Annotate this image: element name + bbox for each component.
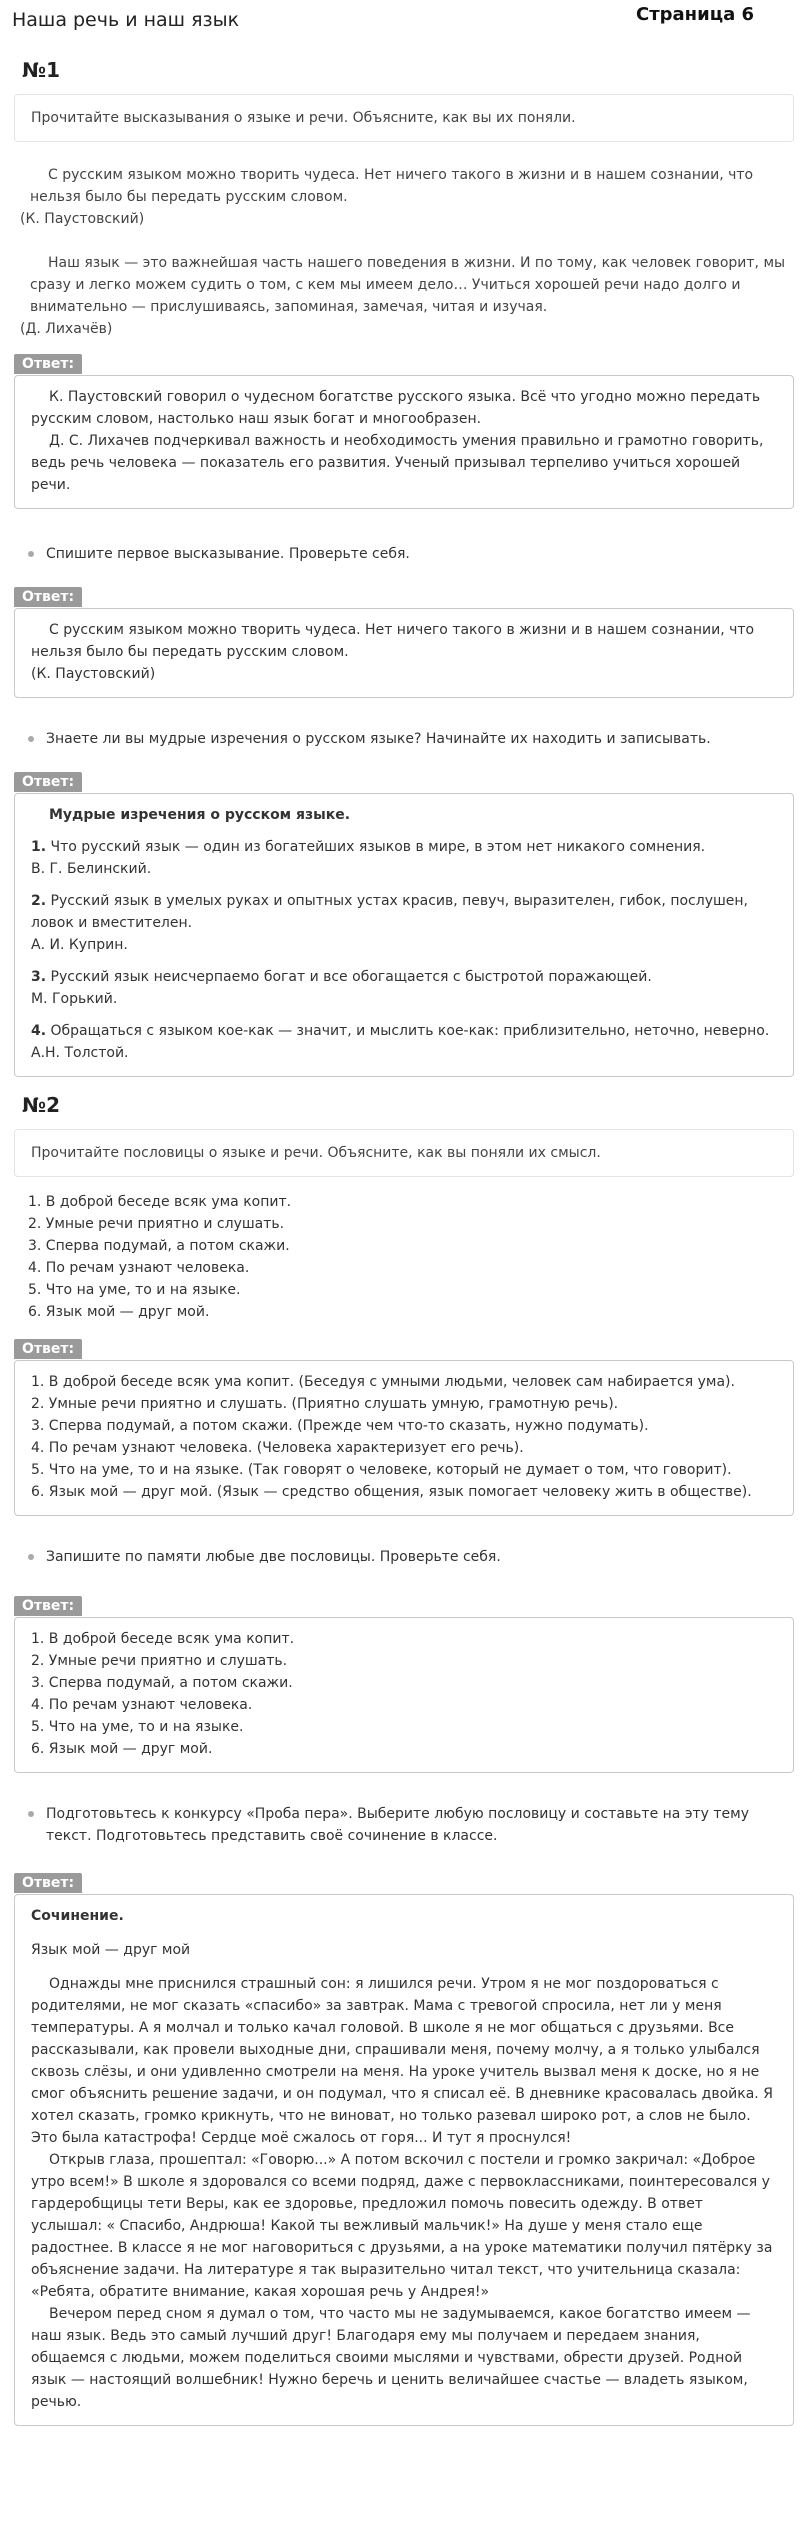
task-1-number: №1 bbox=[22, 58, 60, 82]
answer-line: 5. Что на уме, то и на языке. bbox=[31, 1719, 244, 1735]
saying-number: 1. bbox=[31, 839, 47, 855]
sayings-heading: Мудрые изречения о русском языке. bbox=[49, 807, 351, 823]
answer-author: (К. Паустовский) bbox=[31, 666, 156, 682]
proverb-item: 2. Умные речи приятно и слушать. bbox=[28, 1216, 285, 1232]
essay-paragraph: Однажды мне приснился страшный сон: я лишился речи. Утром я не мог поздороваться с родителями, не мог сказать «спасибо» за завтрак. Мама с тревогой спросила, нет ли у меня температуры. А я молчал и только качал головой. В школе я не мог общаться с друзьями. Все рассказывали, как провели выходные дни, спрашивали меня, почему молчу, а я только улыбался сквозь слёзы, и они удивленно смотрели на меня. На уроке учитель вызвал меня к доске, но я не смог объяснить решение задачи, и он подумал, что я списал её. В дневнике красовалась двойка. Я хотел сказать, громко крикнуть, что не виноват, но только разевал широко рот, а слов не было. Это была катастрофа! Сердце моё сжалось от горя... И тут я проснулся! bbox=[31, 1976, 773, 2146]
answer-label: Ответ: bbox=[14, 1339, 82, 1359]
quote-text: Наш язык — это важнейшая часть нашего поведения в жизни. И по тому, как человек говорит, мы сразу и легко можем судить о том, с кем мы имеем дело… Учиться хорошей речи надо долго и внимательно — прислушиваясь, запоминая, замечая, читая и изучая. bbox=[30, 255, 786, 315]
saying-text: Русский язык в умелых руках и опытных устах красив, певуч, выразителен, гибок, послушен, ловок и вместителен. bbox=[31, 893, 749, 931]
answer-line: 4. По речам узнают человека. bbox=[31, 1697, 253, 1713]
quote-author: (Д. Лихачёв) bbox=[20, 321, 113, 337]
proverb-item: 4. По речам узнают человека. bbox=[28, 1260, 250, 1276]
proverbs-list bbox=[28, 1191, 794, 1323]
task-1-answer-3 bbox=[14, 772, 794, 1077]
proverb-item: 5. Что на уме, то и на языке. bbox=[28, 1282, 241, 1298]
answer-label: Ответ: bbox=[14, 1596, 82, 1616]
answer-line: 5. Что на уме, то и на языке. (Так говорят о человеке, который не думает о том, что говорит). bbox=[31, 1462, 732, 1478]
proverb-item: 6. Язык мой — друг мой. bbox=[28, 1304, 210, 1320]
answer-line: 3. Сперва подумай, а потом скажи. bbox=[31, 1675, 293, 1691]
essay-paragraph: Открыв глаза, прошептал: «Говорю...» А потом вскочил с постели и громко закричал: «Доброе утро всем!» В школе я здоровался со всеми подряд, даже с первоклассниками, поинтересовался у гардеробщицы тети Веры, как ее здоровье, предложил помочь повесить одежду. В ответ услышал: « Спасибо, Андрюша! Какой ты вежливый мальчик!» На душе у меня стало еще радостнее. В классе я не мог наговориться с друзьями, а на уроке математики получил пятёрку за объяснение задачи. На литературе я так выразительно читал текст, что учительница сказала: «Ребята, обратите внимание, какая хорошая речь у Андрея!» bbox=[31, 2152, 773, 2300]
answer-line: 4. По речам узнают человека. (Человека характеризует его речь). bbox=[31, 1440, 524, 1456]
task-1-quote-2 bbox=[20, 252, 794, 340]
saying-number: 4. bbox=[31, 1023, 47, 1039]
task-1-question-3: Знаете ли вы мудрые изречения о русском языке? Начинайте их находить и записывать. bbox=[28, 728, 794, 750]
task-2-question-2: Запишите по памяти любые две пословицы. Проверьте себя. bbox=[28, 1546, 794, 1568]
answer-line: 6. Язык мой — друг мой. (Язык — средство общения, язык помогает человеку жить в обществе). bbox=[31, 1484, 752, 1500]
answer-label: Ответ: bbox=[14, 1873, 82, 1893]
task-1-prompt: Прочитайте высказывания о языке и речи. Объясните, как вы их поняли. bbox=[14, 94, 794, 142]
saying-item bbox=[31, 1020, 777, 1064]
answer-box bbox=[14, 793, 794, 1077]
task-2-prompt: Прочитайте пословицы о языке и речи. Объясните, как вы поняли их смысл. bbox=[14, 1129, 794, 1177]
proverb-item: 3. Сперва подумай, а потом скажи. bbox=[28, 1238, 290, 1254]
essay-heading: Сочинение. bbox=[31, 1908, 124, 1924]
task-2-number: №2 bbox=[22, 1093, 60, 1117]
saying-item bbox=[31, 966, 777, 1010]
quote-author: (К. Паустовский) bbox=[20, 211, 145, 227]
task-2-question-3: Подготовьтесь к конкурсу «Проба пера». Выберите любую пословицу и составьте на эту тему текст. Подготовьтесь представить своё сочинение в классе. bbox=[28, 1803, 794, 1847]
quote-text: С русским языком можно творить чудеса. Нет ничего такого в жизни и в нашем сознании, что нельзя было бы передать русским словом. bbox=[30, 167, 754, 205]
task-2-answer-2 bbox=[14, 1596, 794, 1773]
task-1-answer-2 bbox=[14, 587, 794, 698]
answer-line: 2. Умные речи приятно и слушать. bbox=[31, 1653, 288, 1669]
answer-line: 1. В доброй беседе всяк ума копит. (Беседуя с умными людьми, человек сам набирается ума). bbox=[31, 1374, 735, 1390]
saying-author: В. Г. Белинский. bbox=[31, 861, 152, 877]
essay-title: Язык мой — друг мой bbox=[31, 1942, 191, 1958]
saying-author: А. И. Куприн. bbox=[31, 937, 128, 953]
task-1-answer-1 bbox=[14, 354, 794, 509]
document-title: Наша речь и наш язык bbox=[12, 9, 240, 31]
answer-label: Ответ: bbox=[14, 354, 82, 374]
saying-author: М. Горький. bbox=[31, 991, 118, 1007]
answer-line: 1. В доброй беседе всяк ума копит. bbox=[31, 1631, 295, 1647]
answer-line: 3. Сперва подумай, а потом скажи. (Прежде чем что-то сказать, нужно подумать). bbox=[31, 1418, 649, 1434]
answer-label: Ответ: bbox=[14, 772, 82, 792]
answer-paragraph: К. Паустовский говорил о чудесном богатстве русского языка. Всё что угодно можно передать русским словом, настолько наш язык богат и многообразен. bbox=[31, 389, 761, 427]
saying-author: А.Н. Толстой. bbox=[31, 1045, 129, 1061]
saying-number: 2. bbox=[31, 893, 47, 909]
answer-paragraph: С русским языком можно творить чудеса. Нет ничего такого в жизни и в нашем сознании, что нельзя было бы передать русским словом. bbox=[31, 622, 755, 660]
answer-box bbox=[14, 1360, 794, 1516]
answer-box bbox=[14, 375, 794, 509]
essay-paragraph: Вечером перед сном я думал о том, что часто мы не задумываемся, какое богатство имеем — наш язык. Ведь это самый лучший друг! Благодаря ему мы получаем и передаем знания, общаемся с людьми, можем поделиться своими мыслями и чувствами, обрести друзей. Родной язык — настоящий волшебник! Нужно беречь и ценить величайшее счастье — владеть языком, речью. bbox=[31, 2306, 751, 2410]
answer-box bbox=[14, 1617, 794, 1773]
saying-text: Русский язык неисчерпаемо богат и все обогащается с быстротой поражающей. bbox=[50, 969, 652, 985]
page-number: Страница 6 bbox=[636, 4, 755, 25]
saying-text: Что русский язык — один из богатейших языков в мире, в этом нет никакого сомнения. bbox=[50, 839, 706, 855]
saying-text: Обращаться с языком кое-как — значит, и мыслить кое-как: приблизительно, неточно, неверно. bbox=[50, 1023, 770, 1039]
answer-line: 6. Язык мой — друг мой. bbox=[31, 1741, 213, 1757]
proverb-item: 1. В доброй беседе всяк ума копит. bbox=[28, 1194, 292, 1210]
answer-paragraph: Д. С. Лихачев подчеркивал важность и необходимость умения правильно и грамотно говорить, ведь речь человека — показатель его развития. Ученый призывал терпеливо учиться хорошей речи. bbox=[31, 433, 764, 493]
task-1-question-2: Спишите первое высказывание. Проверьте себя. bbox=[28, 543, 794, 565]
saying-item bbox=[31, 890, 777, 956]
answer-label: Ответ: bbox=[14, 587, 82, 607]
task-2-answer-3 bbox=[14, 1873, 794, 2426]
task-2-answer-1 bbox=[14, 1339, 794, 1516]
saying-item bbox=[31, 836, 777, 880]
answer-line: 2. Умные речи приятно и слушать. (Приятно слушать умную, грамотную речь). bbox=[31, 1396, 619, 1412]
task-1-quote-1 bbox=[20, 164, 794, 230]
answer-box bbox=[14, 1894, 794, 2426]
answer-box bbox=[14, 608, 794, 698]
saying-number: 3. bbox=[31, 969, 47, 985]
page-header bbox=[0, 0, 808, 40]
